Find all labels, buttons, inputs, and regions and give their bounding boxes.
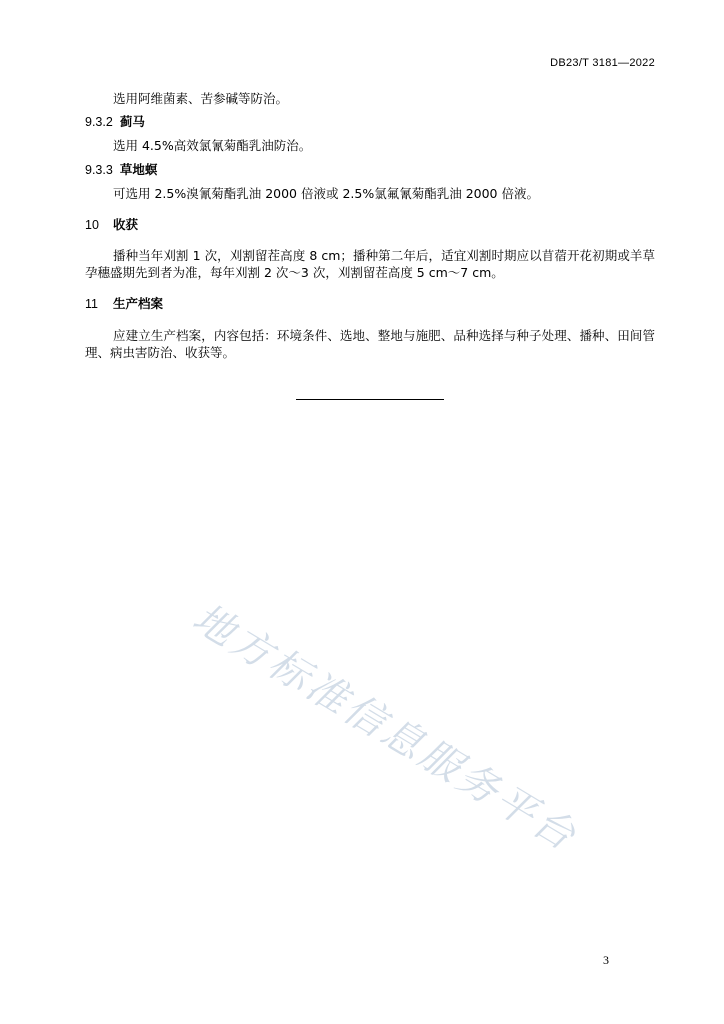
watermark-text: 地方标准信息服务平台 bbox=[184, 594, 586, 862]
end-of-document-rule bbox=[296, 399, 444, 400]
clause-paragraph-thrips: 选用 4.5%高效氯氰菊酯乳油防治。 bbox=[113, 138, 312, 153]
clause-title: 蓟马 bbox=[119, 114, 145, 129]
continuation-paragraph: 选用阿维菌素、苦参碱等防治。 bbox=[113, 91, 289, 106]
clause-number: 9.3.2 bbox=[85, 115, 113, 129]
chapter-title: 生产档案 bbox=[113, 296, 164, 311]
clause-heading-webworm bbox=[85, 161, 655, 179]
page-number: 3 bbox=[603, 953, 609, 967]
chapter-title: 收获 bbox=[113, 217, 139, 232]
chapter-paragraph-harvest: 播种当年刈割 1 次，刈割留茬高度 8 cm；播种第二年后，适宜刈割时期应以苜蓿开花初期或羊草孕穗盛期先到者为准，每年刈割 2 次～3 次，刈割留茬高度 5 cm～7 cm。 bbox=[85, 248, 655, 280]
clause-number: 9.3.3 bbox=[85, 163, 113, 177]
clause-title: 草地螟 bbox=[119, 162, 158, 177]
chapter-paragraph-records: 应建立生产档案，内容包括：环境条件、选地、整地与施肥、品种选择与种子处理、播种、田间管理、病虫害防治、收获等。 bbox=[85, 328, 655, 360]
clause-paragraph-webworm: 可选用 2.5%溴氰菊酯乳油 2000 倍液或 2.5%氯氟氰菊酯乳油 2000 倍液。 bbox=[113, 186, 539, 201]
chapter-number: 11 bbox=[85, 297, 98, 311]
document-code-header: DB23/T 3181—2022 bbox=[550, 57, 655, 69]
clause-heading-thrips bbox=[85, 113, 655, 131]
chapter-heading-records bbox=[85, 295, 655, 313]
chapter-heading-harvest bbox=[85, 216, 655, 234]
chapter-number: 10 bbox=[85, 218, 99, 232]
